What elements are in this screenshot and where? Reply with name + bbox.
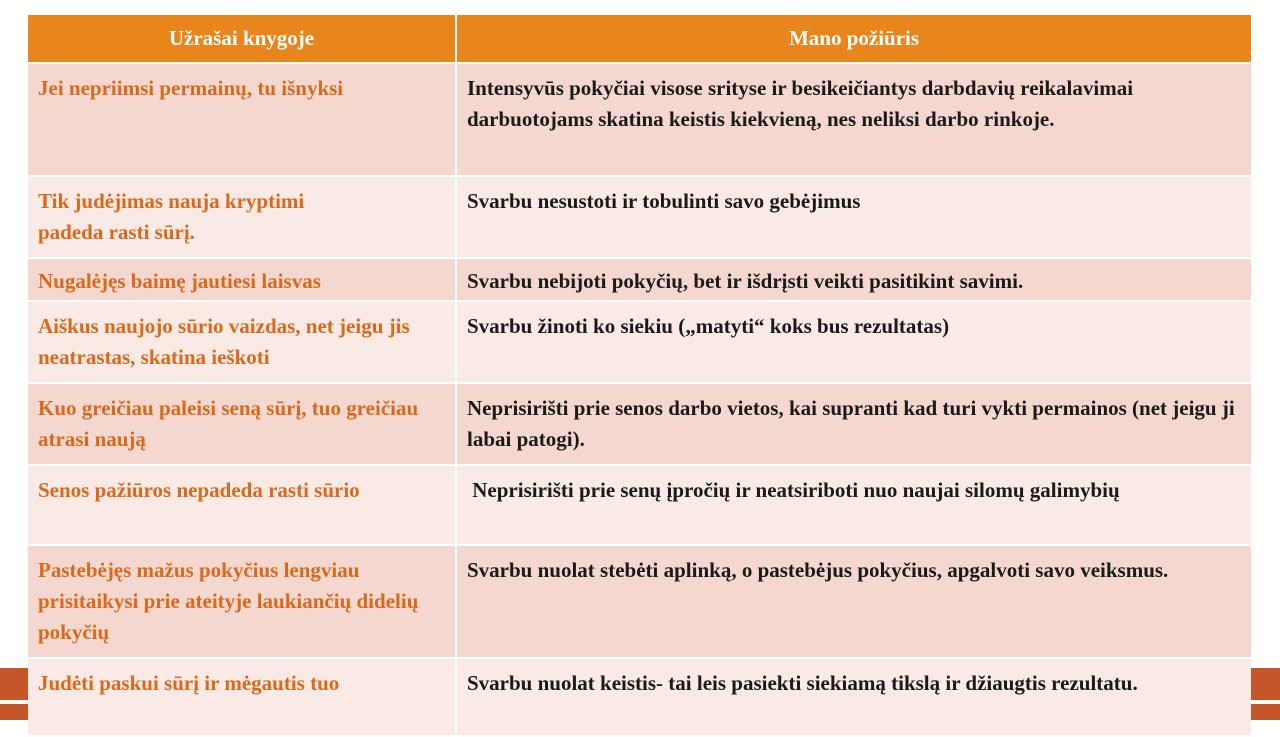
table-row <box>28 258 1251 301</box>
note-cell: Nugalėjęs baimę jautiesi laisvas <box>28 258 456 301</box>
note-cell: Aiškus naujojo sūrio vaizdas, net jeigu jis neatrastas, skatina ieškoti <box>28 301 456 383</box>
header-notes: Užrašai knygoje <box>28 15 456 63</box>
table-row <box>28 545 1251 658</box>
view-cell: Svarbu nuolat keistis- tai leis pasiekti siekiamą tikslą ir džiaugtis rezultatu. <box>456 658 1251 736</box>
view-cell: Neprisirišti prie senos darbo vietos, kai supranti kad turi vykti permainos (net jeigu ji labai patogi). <box>456 383 1251 465</box>
view-cell: Svarbu nesustoti ir tobulinti savo gebėjimus <box>456 176 1251 258</box>
note-cell: Tik judėjimas nauja kryptimi padeda rasti sūrį. <box>28 176 456 258</box>
view-cell: Svarbu nebijoti pokyčių, bet ir išdrįsti veikti pasitikint savimi. <box>456 258 1251 301</box>
note-cell: Kuo greičiau paleisi seną sūrį, tuo greičiau atrasi naują <box>28 383 456 465</box>
view-cell: Svarbu žinoti ko siekiu („matyti“ koks bus rezultatas) <box>456 301 1251 383</box>
note-cell: Pastebėjęs mažus pokyčius lengviau prisitaikysi prie ateityje laukiančių didelių pokyčių <box>28 545 456 658</box>
table-row <box>28 176 1251 258</box>
table-row <box>28 63 1251 176</box>
note-cell: Senos pažiūros nepadeda rasti sūrio <box>28 465 456 545</box>
note-cell: Judėti paskui sūrį ir mėgautis tuo <box>28 658 456 736</box>
note-cell: Jei nepriimsi permainų, tu išnyksi <box>28 63 456 176</box>
view-cell: Svarbu nuolat stebėti aplinką, o pastebėjus pokyčius, apgalvoti savo veiksmus. <box>456 545 1251 658</box>
table-row <box>28 658 1251 736</box>
table-row <box>28 301 1251 383</box>
table-row <box>28 465 1251 545</box>
table-header-row <box>28 15 1251 63</box>
view-cell: Intensyvūs pokyčiai visose srityse ir besikeičiantys darbdavių reikalavimai darbuotojams skatina keistis kiekvieną, nes neliksi darbo rinkoje. <box>456 63 1251 176</box>
notes-table <box>28 15 1251 737</box>
view-cell: Neprisirišti prie senų įpročių ir neatsiriboti nuo naujai silomų galimybių <box>456 465 1251 545</box>
header-my-view: Mano požiūris <box>456 15 1251 63</box>
table-row <box>28 383 1251 465</box>
